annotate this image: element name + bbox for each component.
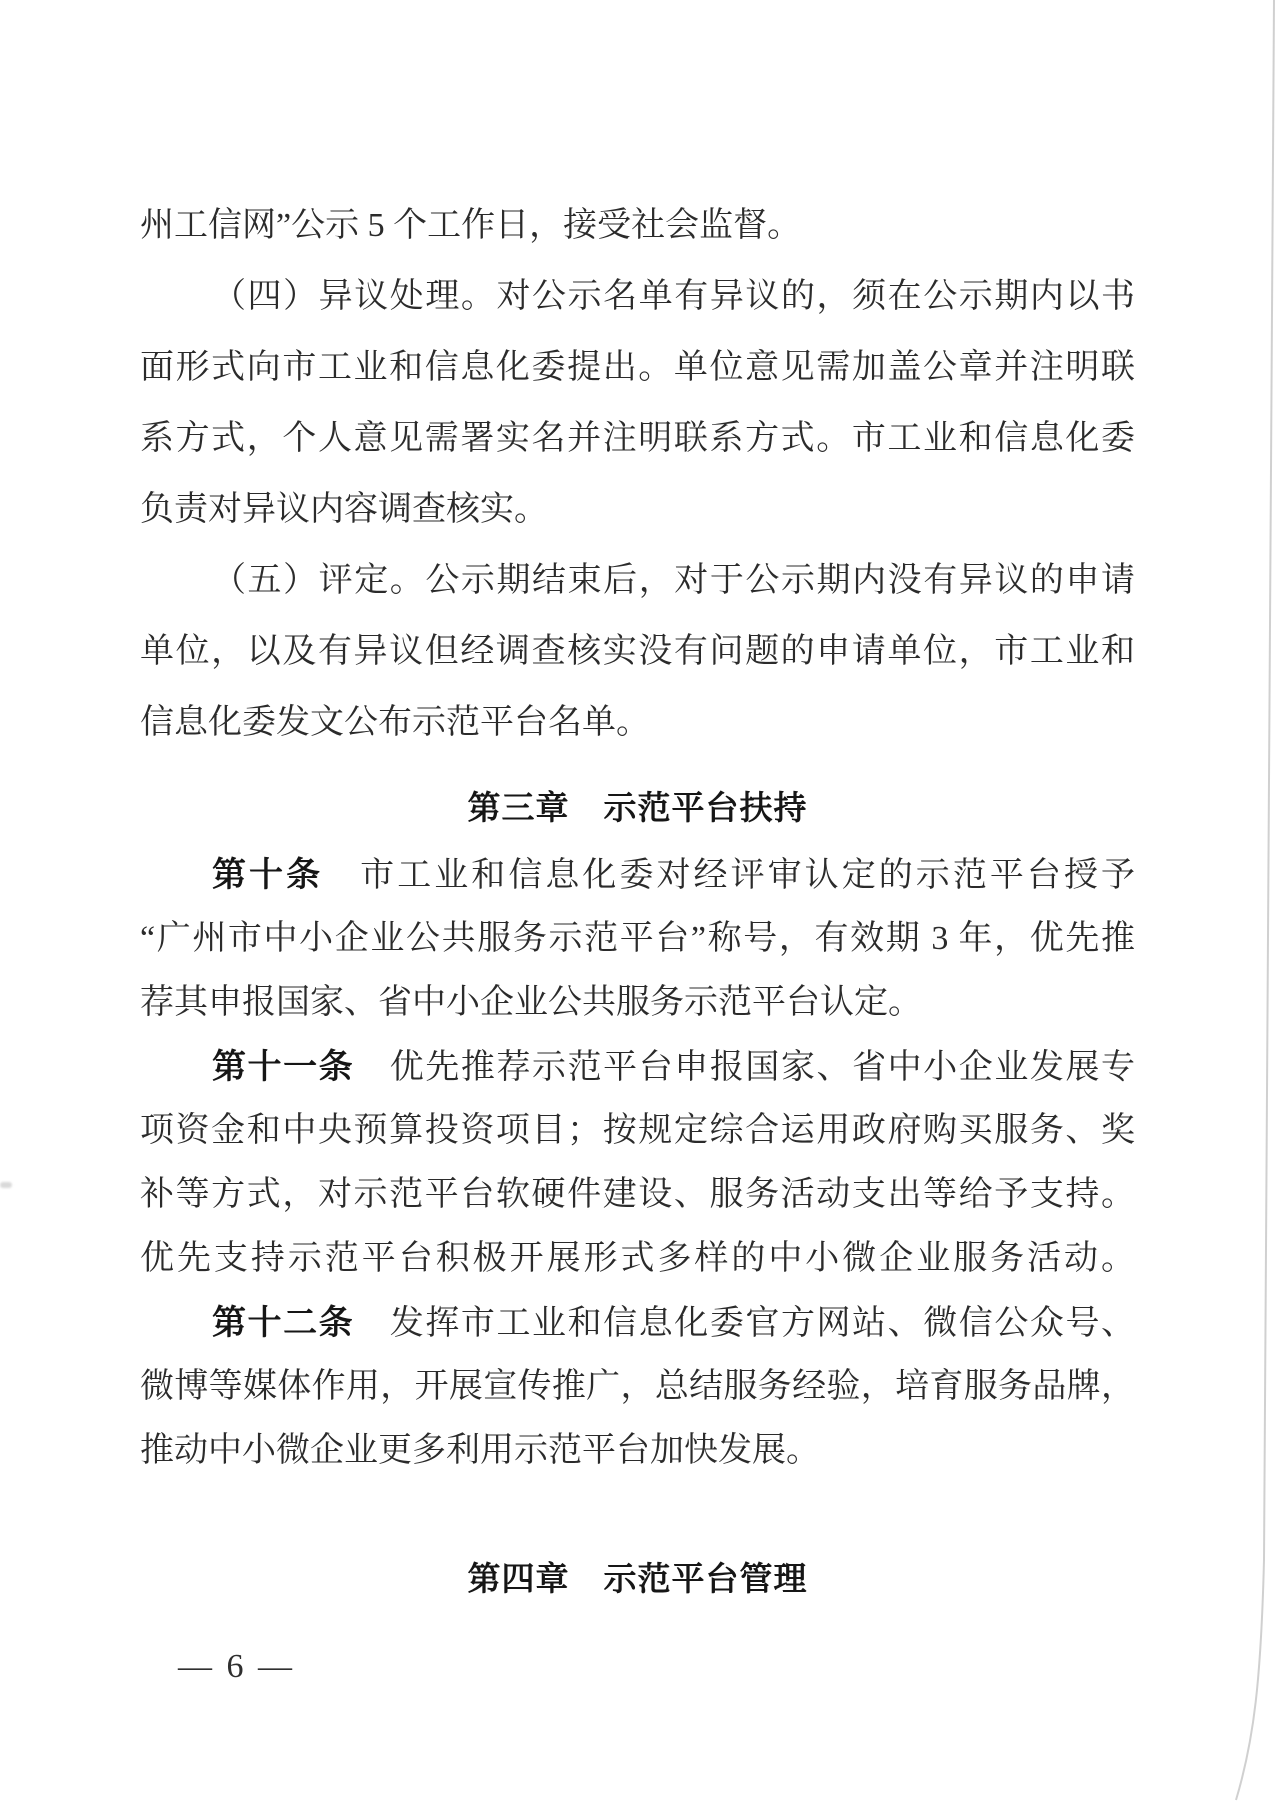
text-run: 优先支持示范平台积极开展形式多样的中小微企业服务活动。 (140, 1240, 1135, 1277)
text-run: （四）异议处理。对公示名单有异议的，须在公示期内以书 (212, 278, 1135, 315)
text-run: 微博等媒体作用，开展宣传推广，总结服务经验，培育服务品牌， (140, 1368, 1135, 1405)
text-run: 面形式向市工业和信息化委提出。单位意见需加盖公章并注明联 (140, 349, 1135, 386)
text-run: 优先推荐示范平台申报国家、省中小企业发展专 (354, 1049, 1135, 1086)
text-line (140, 190, 1135, 261)
page-number: — 6 — (178, 1648, 292, 1685)
text-line (140, 474, 1135, 545)
article-number-label: 第十二条 (212, 1304, 355, 1342)
article-number-label: 第十一条 (212, 1048, 355, 1086)
text-line (140, 1035, 1135, 1099)
text-run: 荐其申报国家、省中小企业公共服务示范平台认定。 (140, 984, 922, 1021)
text-run: 单位，以及有异议但经调查核实没有问题的申请单位，市工业和 (140, 633, 1135, 670)
text-line (140, 1163, 1135, 1227)
article-number-label: 第十条 (212, 856, 324, 894)
text-line (140, 1099, 1135, 1163)
text-line (140, 1355, 1135, 1419)
text-run: 市工业和信息化委对经评审认定的示范平台授予 (323, 857, 1135, 894)
text-line (140, 545, 1135, 616)
text-run: 系方式，个人意见需署实名并注明联系方式。市工业和信息化委 (140, 420, 1135, 457)
text-line (140, 907, 1135, 971)
chapter-heading: 第四章 示范平台管理 (467, 1560, 808, 1597)
text-run: （五）评定。公示期结束后，对于公示期内没有异议的申请 (212, 562, 1135, 599)
document-body (140, 190, 1135, 1614)
text-run: 补等方式，对示范平台软硬件建设、服务活动支出等给予支持。 (140, 1176, 1135, 1213)
text-line (140, 1227, 1135, 1291)
text-line (140, 403, 1135, 474)
text-run: “广州市中小企业公共服务示范平台”称号，有效期 3 年，优先推 (140, 920, 1135, 957)
text-run: 负责对异议内容调查核实。 (140, 491, 548, 528)
text-line (140, 1291, 1135, 1355)
text-run: 发挥市工业和信息化委官方网站、微信公众号、 (354, 1305, 1135, 1342)
text-line (140, 332, 1135, 403)
chapter-heading: 第三章 示范平台扶持 (467, 789, 808, 826)
text-line (140, 843, 1135, 907)
text-run: 信息化委发文公布示范平台名单。 (140, 704, 650, 741)
paragraph-section (140, 843, 1135, 1483)
text-line (140, 687, 1135, 758)
text-run: 项资金和中央预算投资项目；按规定综合运用政府购买服务、奖 (140, 1112, 1135, 1149)
text-line (140, 616, 1135, 687)
paragraph-section (140, 190, 1135, 758)
scan-speck (0, 1182, 12, 1188)
text-line (140, 261, 1135, 332)
text-run: 推动中小微企业更多利用示范平台加快发展。 (140, 1432, 820, 1469)
text-line (140, 1419, 1135, 1483)
text-line (140, 971, 1135, 1035)
text-run: 州工信网”公示 5 个工作日，接受社会监督。 (140, 207, 802, 244)
